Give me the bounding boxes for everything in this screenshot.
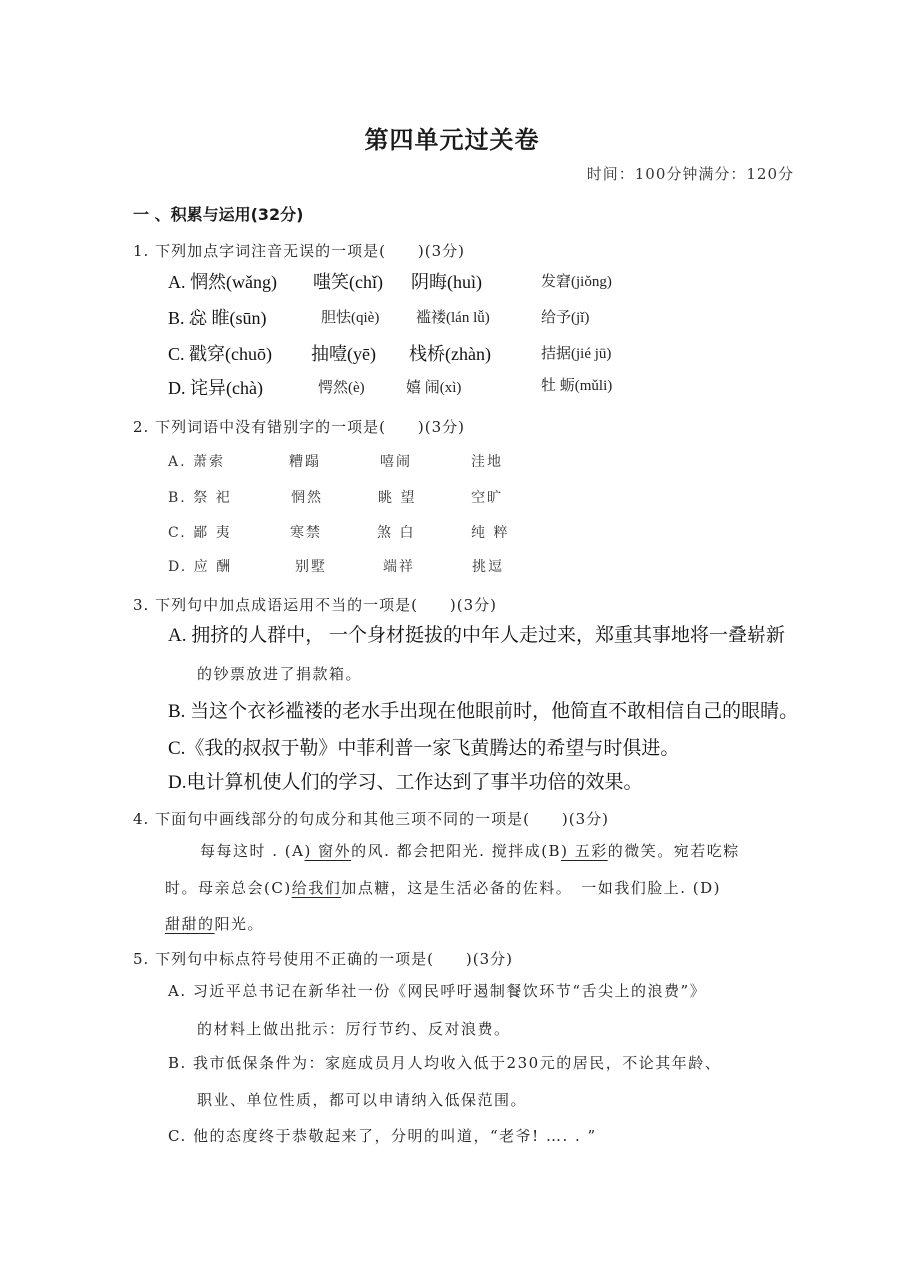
- q4-text: 的微笑。宛若吃粽: [607, 842, 740, 860]
- q2-option: 纯 粹: [471, 525, 510, 541]
- q3-option-a: A. 拥挤的人群中， 一个身材挺拔的中年人走过来，郑重其事地将一叠崭新: [168, 625, 785, 646]
- q2-option: 空旷: [471, 490, 503, 506]
- q1-option: 抽噎(yē): [311, 344, 376, 364]
- q4-underline-d: 甜甜的: [165, 915, 215, 933]
- q2-option: 嘻闹: [380, 454, 412, 470]
- q2-option: 惘然: [291, 490, 323, 506]
- q2-option: 别墅: [295, 559, 327, 575]
- q1-option: 嗤笑(chǐ): [313, 272, 383, 292]
- q2-option: C. 鄙 夷: [168, 525, 232, 541]
- q5-option-c: C. 他的态度终于恭敬起来了，分明的叫道，“老爷! …. . ”: [168, 1127, 597, 1145]
- question-1-stem: 1. 下列加点字词注音无误的一项是( )(3分): [133, 242, 466, 260]
- q5-option-b-cont: 职业、单位性质，都可以申请纳入低保范围。: [197, 1091, 528, 1109]
- q4-text: 阳光。: [214, 915, 265, 933]
- q1-option: 胆怯(qiè): [321, 310, 380, 326]
- q2-option: B. 祭 祀: [168, 490, 232, 506]
- q1-option: B. 惢 睢(sūn): [168, 308, 267, 328]
- q4-text: 的风. 都会把阳光. 搅拌成(B: [351, 842, 562, 860]
- q2-option: 糟蹋: [289, 454, 321, 470]
- q3-option-d: D.电计算机使人们的学习、工作达到了事半功倍的效果。: [168, 772, 643, 793]
- q4-underline-c: 给我们: [291, 879, 342, 897]
- q4-passage-line-1: [200, 840, 740, 861]
- q3-option-c: C.《我的叔叔于勒》中菲利普一家飞黄腾达的希望与时俱进。: [168, 738, 680, 759]
- q4-text: 加点糖，这是生活必备的佐料。 一如我们脸上. (D): [341, 879, 721, 897]
- page-title: 第四单元过关卷: [364, 125, 540, 154]
- q2-option: 洼地: [471, 454, 503, 470]
- q5-option-b: B. 我市低保条件为：家庭成员月人均收入低于230元的居民，不论其年龄、: [168, 1054, 722, 1072]
- q3-option-b: B. 当这个衣衫褴褛的老水手出现在他眼前时，他简直不敢相信自己的眼睛。: [168, 701, 799, 722]
- q4-underline-b: ) 五彩: [561, 842, 608, 860]
- q2-option: 挑逗: [472, 559, 504, 575]
- question-5-stem: 5. 下列句中标点符号使用不正确的一项是( )(3分): [133, 950, 514, 968]
- q1-option: A. 惘然(wǎng): [168, 272, 277, 292]
- q1-option: 褴褛(lán lǚ): [416, 310, 490, 326]
- q2-option: D. 应 酬: [168, 559, 233, 575]
- q4-passage-line-3: [165, 913, 264, 934]
- q5-option-a-cont: 的材料上做出批示：厉行节约、反对浪费。: [197, 1020, 511, 1038]
- q4-underline-a: ) 窗外: [304, 842, 352, 860]
- q1-option: 阴晦(huì): [411, 272, 482, 292]
- q4-passage-line-2: [165, 877, 721, 898]
- q2-option: 端祥: [383, 559, 415, 575]
- question-2-stem: 2. 下列词语中没有错别字的一项是( )(3分): [133, 418, 466, 436]
- q4-text: 时。母亲总会(C): [165, 879, 292, 897]
- exam-meta: 时间：100分钟满分：120分: [586, 165, 794, 183]
- q2-option: 眺 望: [378, 490, 417, 506]
- q4-text: 每每这时 . (A: [200, 842, 305, 860]
- q1-option: C. 戳穿(chuō): [168, 344, 272, 364]
- q1-option: D. 诧异(chà): [168, 378, 263, 398]
- q2-option: 寒禁: [290, 525, 322, 541]
- q1-option: 给予(jǐ): [541, 310, 590, 326]
- q2-option: A. 萧索: [168, 454, 226, 470]
- q1-option: 牡 蛎(mǔli): [541, 378, 613, 394]
- question-3-stem: 3. 下列句中加点成语运用不当的一项是( )(3分): [133, 596, 498, 614]
- q5-option-a: A. 习近平总书记在新华社一份《网民呼吁遏制餐饮环节“舌尖上的浪费”》: [168, 982, 707, 1000]
- q1-option: 拮据(jié jū): [541, 346, 612, 362]
- q1-option: 嬉 闹(xì): [406, 380, 462, 396]
- section-heading: 一 、积累与运用(32分): [133, 205, 304, 224]
- q1-option: 发窘(jiǒng): [541, 274, 612, 290]
- q2-option: 煞 白: [377, 525, 416, 541]
- q1-option: 栈桥(zhàn): [409, 344, 491, 364]
- q1-option: 愕然(è): [318, 380, 365, 396]
- q3-option-a-cont: 的钞票放进了捐款箱。: [197, 665, 363, 683]
- question-4-stem: 4. 下面句中画线部分的句成分和其他三项不同的一项是( )(3分): [133, 810, 610, 828]
